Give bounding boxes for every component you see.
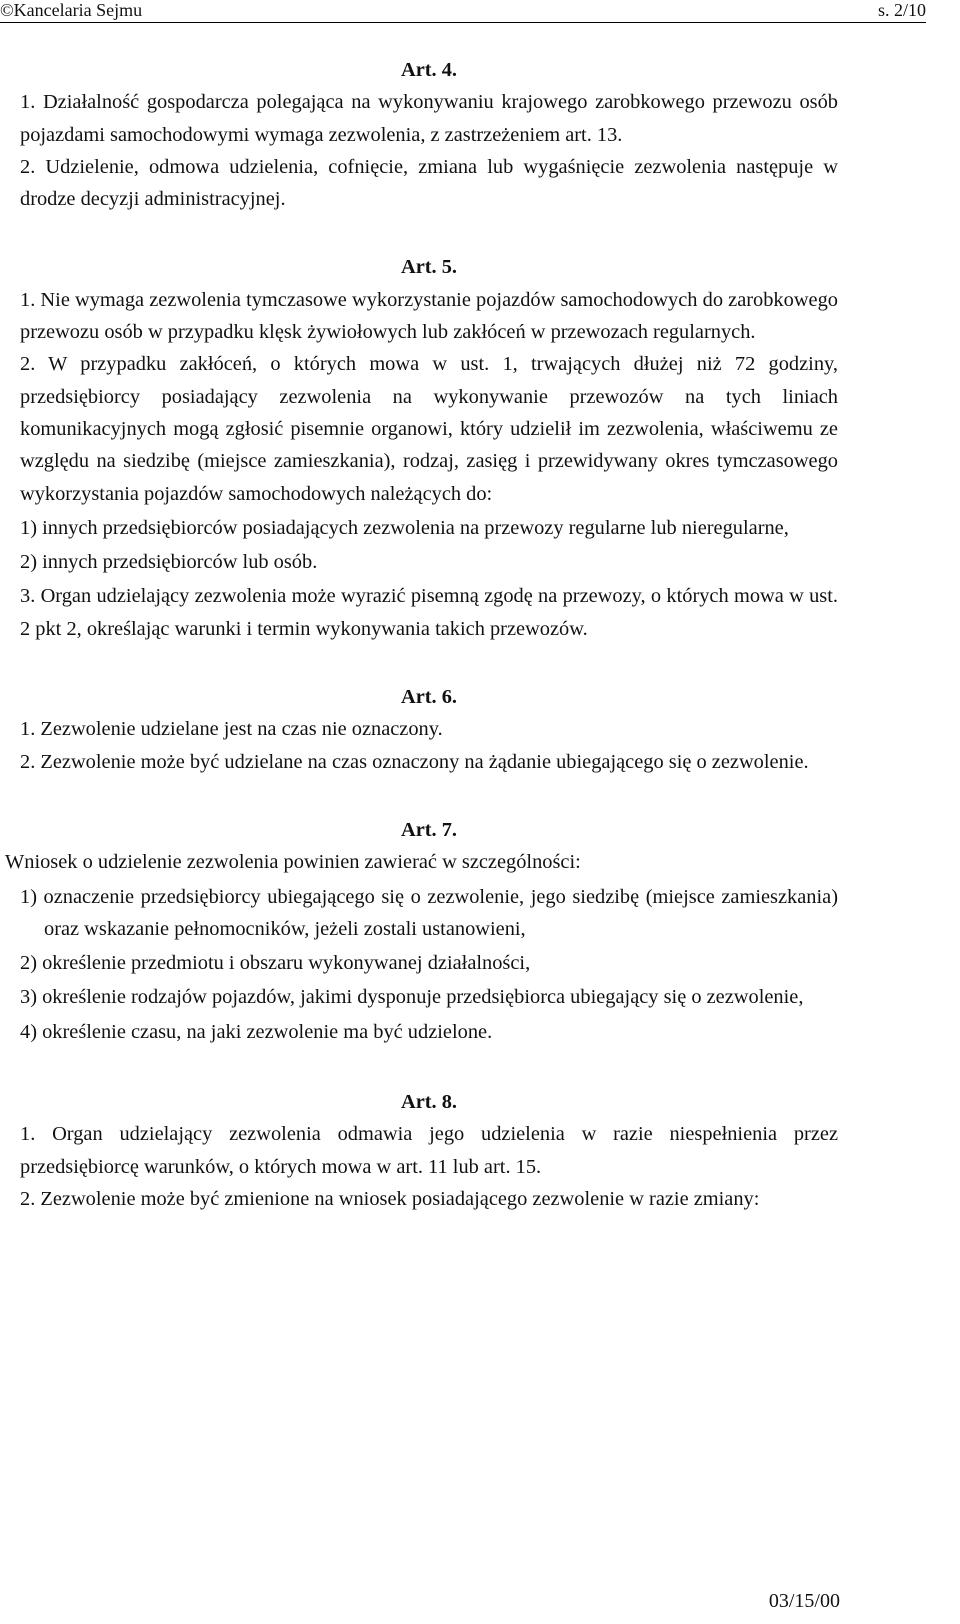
article-6-title: Art. 6. (400, 686, 458, 709)
header-divider (0, 22, 926, 23)
article-7-item-3: 3) określenie rodzajów pojazdów, jakimi dysponuje przedsiębiorca ubiegający się o zezwolenie, (20, 986, 804, 1009)
article-4-title: Art. 4. (400, 59, 458, 81)
article-4-paragraph-2: 2. Udzielenie, odmowa udzielenia, cofnięcie, zmiana lub wygaśnięcie zezwolenia następuje w drodze decyzji administracyjnej. (20, 155, 838, 211)
page-header (0, 0, 926, 23)
article-5-item-1: 1) innych przedsiębiorców posiadających zezwolenia na przewozy regularne lub nieregularne, (20, 516, 789, 539)
article-5-paragraph-2: 2. W przypadku zakłóceń, o których mowa w ust. 1, trwających dłużej niż 72 godziny, przedsiębiorcy posiadający zezwolenia na wykonywanie przewozów na tych liniach komunikacyjnych mogą zgłosić pisemnie organowi, który udzielił im zezwolenia, właściwemu ze względu na siedzibę (miejsce zamieszkania), rodzaj, zasięg i przewidywany okres tymczasowego wykorzystania pojazdów samochodowych należących do: (20, 353, 838, 505)
article-4-paragraph-1: 1. Działalność gospodarcza polegająca na wykonywaniu krajowego zarobkowego przewozu osób pojazdami samochodowymi wymaga zezwolenia, z zastrzeżeniem art. 13. (20, 91, 838, 146)
article-6-paragraph-1: 1. Zezwolenie udzielane jest na czas nie oznaczony. (20, 718, 443, 741)
article-6-paragraph-2: 2. Zezwolenie może być udzielane na czas oznaczony na żądanie ubiegającego się o zezwolenie. (20, 750, 809, 773)
header-page-number: s. 2/10 (877, 0, 926, 20)
article-7-item-1: 1) oznaczenie przedsiębiorcy ubiegającego się o zezwolenie, jego siedzibę (miejsce zamieszkania) oraz wskazanie pełnomocników, jeżeli zostali ustanowieni, (20, 885, 838, 940)
article-5-title: Art. 5. (400, 256, 458, 279)
document-body (5, 54, 838, 1215)
article-7-title: Art. 7. (400, 818, 458, 841)
footer-date: 03/15/00 (768, 1590, 840, 1612)
article-8-title: Art. 8. (400, 1091, 458, 1114)
article-8-paragraph-1: 1. Organ udzielający zezwolenia odmawia jego udzielenia w razie niespełnienia przez przedsiębiorcę warunków, o których mowa w art. 11 lub art. 15. (20, 1123, 838, 1178)
article-5-paragraph-1: 1. Nie wymaga zezwolenia tymczasowe wykorzystanie pojazdów samochodowych do zarobkowego przewozu osób w przypadku klęsk żywiołowych lub zakłóceń w przewozach regularnych. (20, 288, 838, 344)
article-5-paragraph-3: 3. Organ udzielający zezwolenia może wyrazić pisemną zgodę na przewozy, o których mowa w ust. 2 pkt 2, określając warunki i termin wykonywania takich przewozów. (20, 585, 838, 640)
article-7-item-2: 2) określenie przedmiotu i obszaru wykonywanej działalności, (20, 952, 531, 975)
article-5-item-2: 2) innych przedsiębiorców lub osób. (20, 551, 318, 574)
header-source: ©Kancelaria Sejmu (0, 0, 143, 20)
article-7-intro: Wniosek o udzielenie zezwolenia powinien zawierać w szczególności: (5, 851, 581, 874)
article-7-item-4: 4) określenie czasu, na jaki zezwolenie ma być udzielone. (20, 1020, 493, 1043)
article-8-paragraph-2: 2. Zezwolenie może być zmienione na wniosek posiadającego zezwolenie w razie zmiany: (20, 1187, 760, 1210)
